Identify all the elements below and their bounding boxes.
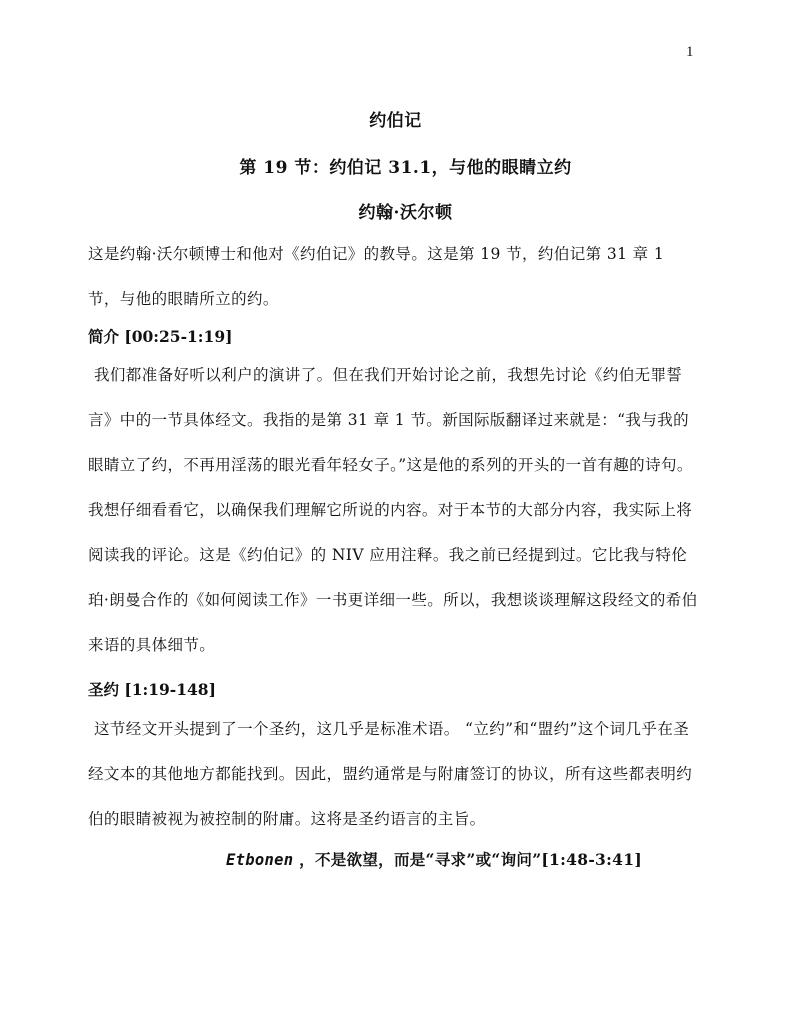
subheading-etbonen: [226, 848, 642, 870]
section-heading-intro: 简介 [00:25-1:19]: [88, 327, 233, 346]
section-body-intro: 我们都准备好听以利户的演讲了。但在我们开始讨论之前，我想先讨论《约伯无罪誓言》中的一节具体经文。我指的是第 31 章 1 节。新国际版翻译过来就是：“我与我的眼睛立了约，不再用淫荡的眼光看年轻女子。”这是他的系列的开头的一首有趣的诗句。我想仔细看看它，以确保我们理解它所说的内容。对于本节的大部分内容，我实际上将阅读我的评论。这是《约伯记》的 NIV 应用注释。我之前已经提到过。它比我与特伦珀·朗曼合作的《如何阅读工作》一书更详细一些。所以，我想谈谈理解这段经文的希伯来语的具体细节。: [88, 366, 698, 654]
author-name: 约翰·沃尔顿: [358, 203, 453, 223]
section-heading-covenant: 圣约 [1:19-148]: [88, 680, 216, 699]
subheading-term: Etbonen: [226, 851, 294, 869]
subheading-rest: ，不是欲望，而是“寻求”或“询问”[1:48-3:41]: [299, 850, 642, 869]
intro-paragraph: 这是约翰·沃尔顿博士和他对《约伯记》的教导。这是第 19 节，约伯记第 31 章 1 节，与他的眼睛所立的约。: [88, 245, 665, 308]
page-number: 1: [686, 44, 694, 60]
lecture-title: 第 19 节：约伯记 31.1，与他的眼睛立约: [239, 158, 572, 178]
book-title: 约伯记: [369, 111, 422, 131]
section-body-covenant: 这节经文开头提到了一个圣约，这几乎是标准术语。 “立约”和“盟约”这个词几乎在圣经文本的其他地方都能找到。因此，盟约通常是与附庸签订的协议，所有这些都表明约伯的眼睛被视为被控制的附庸。这将是圣约语言的主旨。: [88, 720, 693, 828]
